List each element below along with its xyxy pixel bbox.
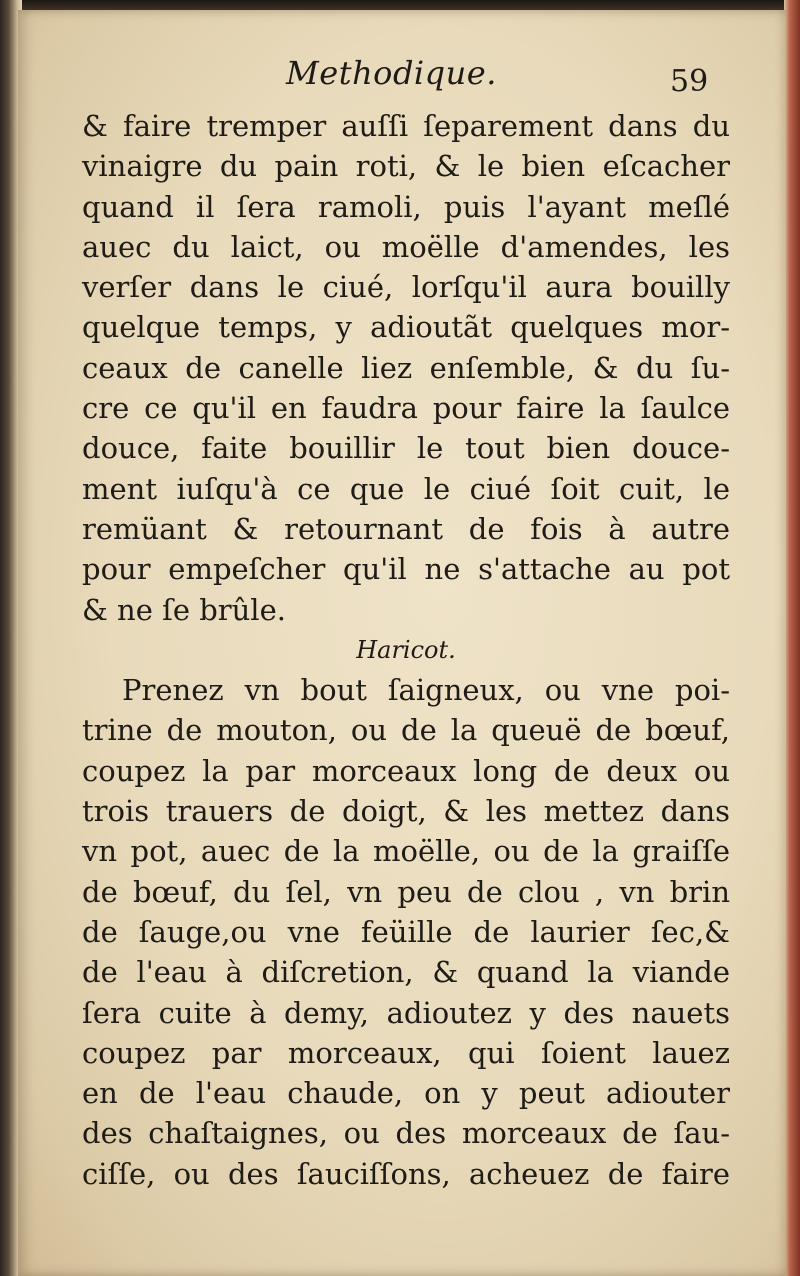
paragraph-line: des chaſtaignes, ou des morceaux de ſau-	[82, 1116, 730, 1151]
paragraph-line: coupez par morceaux, qui ſoient lauez	[82, 1035, 730, 1070]
text-line: ment iuſqu'à ce que le ciué ſoit cuit, le	[82, 471, 730, 506]
paragraph-line: de l'eau à diſcretion, & quand la viande	[82, 955, 730, 990]
text-line: vinaigre du pain roti, & le bien eſcacher	[82, 149, 730, 184]
page-fore-edge	[784, 0, 800, 1276]
paragraph-line: en de l'eau chaude, on y peut adiouter	[82, 1076, 730, 1111]
text-line: remüant & retournant de fois à autre	[82, 511, 730, 546]
text-line: pour empeſcher qu'il ne s'attache au pot	[82, 552, 730, 587]
paragraph-line: ſera cuite à demy, adioutez y des nauets	[82, 995, 730, 1030]
page-text	[82, 106, 730, 1194]
paragraph-line: coupez la par morceaux long de deux ou	[82, 753, 730, 788]
paragraph-line: ciſſe, ou des ſauciſſons, acheuez de faire	[82, 1156, 730, 1191]
paragraph-line: trois trauers de doigt, & les mettez dans	[82, 794, 730, 829]
paragraph-line: Prenez vn bout ſaigneux, ou vne poi-	[122, 673, 730, 708]
text-line: douce, faite bouillir le tout bien douce-	[82, 431, 730, 466]
paragraph-line: vn pot, auec de la moëlle, ou de la graiſſe	[82, 834, 730, 869]
text-line: quand il ſera ramoli, puis l'ayant meſlé	[82, 189, 730, 224]
text-line: ceaux de canelle liez enſemble, & du ſu-	[82, 350, 730, 385]
text-line: quelque temps, y adioutãt quelques mor-	[82, 310, 730, 345]
page-number: 59	[670, 64, 709, 99]
text-line: & ne ſe brûle.	[82, 592, 286, 627]
text-line: verſer dans le ciué, lorſqu'il aura bouilly	[82, 270, 730, 305]
text-line: auec du laict, ou moëlle d'amendes, les	[82, 229, 730, 264]
section-heading: Haricot.	[356, 635, 456, 664]
text-line: cre ce qu'il en faudra pour faire la ſaulce	[82, 391, 730, 426]
paragraph-line: trine de mouton, ou de la queuë de bœuf,	[82, 713, 730, 748]
paragraph-line: de bœuf, du ſel, vn peu de clou , vn brin	[82, 874, 730, 909]
paragraph-line: de ſauge,ou vne feüille de laurier ſec,&	[82, 914, 730, 949]
running-header-title: Methodique.	[286, 54, 497, 92]
text-line: & faire tremper auſſi ſeparement dans du	[82, 109, 730, 143]
book-page	[18, 10, 786, 1276]
